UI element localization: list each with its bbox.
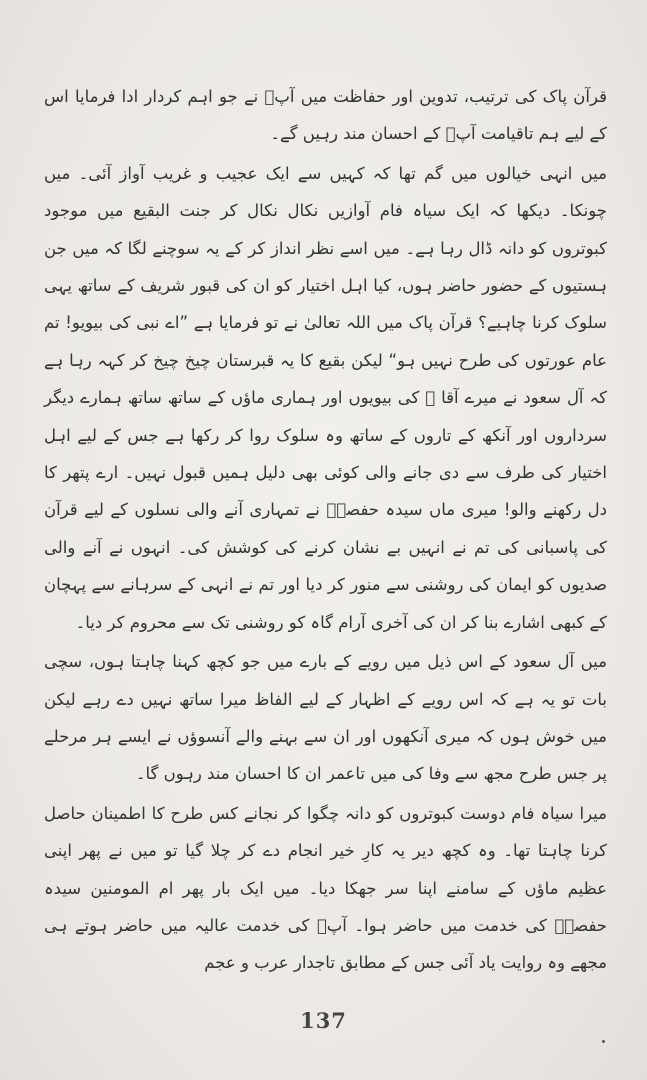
page-body-text [44, 78, 607, 982]
page-number: 137 [300, 1008, 347, 1033]
ink-speck [602, 1040, 605, 1043]
paragraph-4: میرا سیاہ فام دوست کبوتروں کو دانہ چگوا کر نجانے کس طرح کا اطمینان حاصل کرنا چاہتا تھا۔ وہ کچھ دیر یہ کارِ خیر انجام دے کر چلا گیا تو میں نے پھر اپنی عظیم ماؤں کے سامنے اپنا سر جھکا دیا۔ میں ایک بار پھر ام المومنین سیدہ حفصہؓ کی خدمت میں حاضر ہوا۔ آپؓ کی خدمت عالیہ میں حاضر ہوتے ہی مجھے وہ روایت یاد آئی جس کے مطابق تاجدار عرب و عجم [44, 803, 607, 973]
paragraph-1: قرآن پاک کی ترتیب، تدوین اور حفاظت میں آپؓ نے جو اہم کردار ادا فرمایا اس کے لیے ہم تاقیامت آپؓ کے احسان مند رہیں گے۔ [44, 87, 607, 144]
paragraph-3: میں آل سعود کے اس ذیل میں رویے کے بارے میں جو کچھ کہنا چاہتا ہوں، سچی بات تو یہ ہے کہ اس رویے کے اظہار کے لیے الفاظ میرا ساتھ نہیں دے رہے لیکن میں خوش ہوں کہ میری آنکھوں اور ان سے بہنے والے آنسوؤں نے ایسے ہر مرحلے پر جس طرح مجھ سے وفا کی میں تاعمر ان کا احسان مند رہوں گا۔ [44, 652, 607, 784]
paragraph-2: میں انہی خیالوں میں گم تھا کہ کہیں سے ایک عجیب و غریب آواز آئی۔ میں چونکا۔ دیکھا کہ ایک سیاہ فام آوازیں نکال نکال کر جنت البقیع میں موجود کبوتروں کو دانہ ڈال رہا ہے۔ میں اسے نظر انداز کر کے یہ سوچنے لگا کہ میں جن ہستیوں کے حضور حاضر ہوں، کیا اہل اختیار کو ان کی قبور شریف کے ساتھ یہی سلوک کرنا چاہیے؟ قرآن پاک میں اللہ تعالیٰ نے تو فرمایا ہے ”اے نبی کی بیویو! تم عام عورتوں کی طرح نہیں ہو“ لیکن بقیع کا یہ قبرستان چیخ چیخ کر کہہ رہا ہے کہ آل سعود نے میرے آقا ﷺ کی بیویوں اور ہماری ماؤں کے ساتھ ساتھ ہمارے دیگر سرداروں اور آنکھ کے تاروں کے ساتھ وہ سلوک روا کر رکھا ہے جس کے لیے اہل اختیار کی طرف سے دی جانے والی کوئی بھی دلیل ہمیں قبول نہیں۔ ارے پتھر کا دل رکھنے والو! میری ماں سیدہ حفصہؓ نے تمہاری آنے والی نسلوں کے لیے قرآن کی پاسبانی کی تم نے انہیں بے نشان کرنے کی کوشش کی۔ انہوں نے آنے والی صدیوں کو ایمان کی روشنی سے منور کر دیا اور تم نے انہی کے سرہانے سے پہچان کے کبھی اشارے بنا کر ان کی آخری آرام گاہ کو روشنی تک سے محروم کر دیا۔ [44, 163, 607, 632]
